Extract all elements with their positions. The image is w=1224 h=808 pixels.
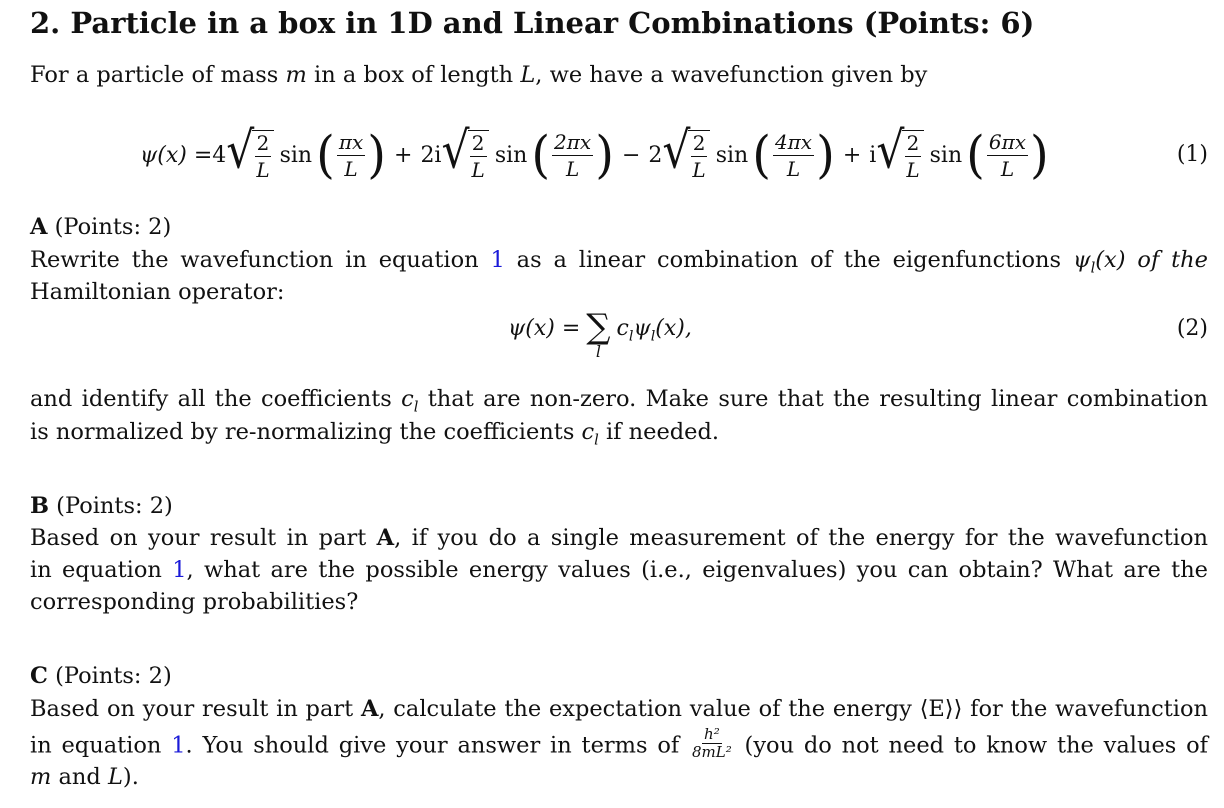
text: (you do not need to know the values of bbox=[734, 732, 1208, 759]
eq1-number: (1) bbox=[1176, 142, 1208, 167]
equation-2 bbox=[508, 307, 692, 361]
fraction-numerator: 2πx bbox=[554, 129, 592, 154]
coefficient: i bbox=[869, 142, 877, 168]
fraction-denominator: L bbox=[344, 156, 358, 181]
fraction-denominator: L bbox=[565, 156, 580, 181]
sum-symbol bbox=[586, 307, 611, 361]
part-b-line-3: corresponding probabilities? bbox=[30, 589, 359, 615]
fraction-numerator: 2 bbox=[906, 131, 920, 155]
text: in equation bbox=[30, 557, 173, 583]
fraction bbox=[904, 133, 921, 180]
radicand bbox=[902, 130, 923, 180]
function-name: sin bbox=[494, 142, 528, 168]
square-root bbox=[662, 121, 709, 182]
fraction-numerator: 2 bbox=[256, 131, 270, 155]
fraction bbox=[470, 133, 487, 180]
fraction bbox=[773, 129, 814, 181]
right-paren: ) bbox=[367, 125, 386, 185]
text: , what are the possible energy values (i.e., eigenvalues) you can obtain? What are the bbox=[186, 557, 1208, 583]
text: (x) of the bbox=[1095, 247, 1208, 273]
fraction-numerator: 2 bbox=[692, 131, 706, 155]
part-c-line-1 bbox=[30, 696, 1208, 722]
part-b-points: (Points: 2) bbox=[49, 493, 173, 519]
part-a-line-4 bbox=[30, 419, 719, 449]
eq1-term bbox=[386, 121, 614, 185]
left-paren: ( bbox=[966, 125, 985, 185]
subscript: l bbox=[1090, 259, 1096, 277]
eq2-lhs: ψ(x) = bbox=[508, 316, 581, 341]
fraction bbox=[254, 133, 271, 180]
length-symbol: L bbox=[520, 62, 536, 88]
square-root bbox=[441, 121, 488, 182]
right-paren: ) bbox=[1030, 125, 1049, 185]
radicand bbox=[688, 130, 709, 180]
psi-symbol: ψ bbox=[1072, 247, 1091, 273]
subscript: l bbox=[628, 328, 634, 345]
coefficient: 2i bbox=[420, 142, 442, 168]
operator: + bbox=[394, 142, 413, 168]
fraction bbox=[987, 129, 1028, 181]
text: . You should give your answer in terms of bbox=[185, 732, 689, 759]
operator: − bbox=[621, 142, 641, 168]
intro-text bbox=[30, 62, 927, 88]
intro-part: For a particle of mass bbox=[30, 62, 286, 88]
radical-sign: √ bbox=[662, 121, 691, 181]
fraction-numerator: 6πx bbox=[988, 129, 1027, 154]
part-c-heading bbox=[30, 663, 172, 689]
intro-part: , we have a wavefunction given by bbox=[535, 62, 928, 88]
fraction bbox=[552, 129, 593, 181]
subscript: l bbox=[413, 398, 419, 416]
part-a-label: A bbox=[30, 214, 48, 240]
eq1-term bbox=[212, 121, 386, 185]
coef-symbol: c bbox=[616, 316, 629, 341]
fraction-numerator: h² bbox=[704, 725, 720, 743]
text: , calculate the expectation value of the energy ⟨E⟩⟩ for the wavefunction bbox=[378, 696, 1208, 722]
intro-part: in a box of length bbox=[306, 62, 521, 88]
equation-ref-link[interactable]: 1 bbox=[171, 732, 186, 759]
subscript: l bbox=[594, 431, 599, 449]
radical-sign: √ bbox=[441, 121, 470, 181]
fraction-numerator: πx bbox=[338, 129, 364, 154]
problem-title: 2. Particle in a box in 1D and Linear Combinations (Points: 6) bbox=[30, 6, 1035, 40]
text: as a linear combination of the eigenfunctions bbox=[504, 247, 1073, 273]
energy-unit-fraction bbox=[692, 727, 732, 760]
fraction bbox=[690, 133, 707, 180]
left-paren: ( bbox=[531, 125, 551, 185]
square-root bbox=[226, 121, 273, 182]
coefficient: 2 bbox=[648, 142, 663, 168]
coef-symbol: c bbox=[401, 386, 414, 412]
eq2-number: (2) bbox=[1176, 316, 1208, 341]
radical-sign: √ bbox=[876, 121, 905, 181]
text: Rewrite the wavefunction in equation bbox=[30, 247, 491, 273]
part-b-heading bbox=[30, 493, 173, 519]
right-paren: ) bbox=[595, 125, 614, 185]
fraction bbox=[337, 129, 365, 181]
length-symbol: L bbox=[107, 764, 123, 790]
part-c-label: C bbox=[30, 663, 48, 689]
eq1-terms bbox=[212, 121, 1049, 185]
radicand bbox=[468, 130, 489, 180]
fraction-numerator: 2 bbox=[471, 131, 485, 155]
subscript: l bbox=[650, 328, 656, 345]
fraction-denominator: L bbox=[692, 158, 706, 182]
eq1-term bbox=[614, 121, 835, 185]
mass-symbol: m bbox=[285, 62, 307, 88]
eq2-rhs bbox=[617, 310, 692, 344]
part-c-line-3 bbox=[30, 764, 139, 790]
text: that are non-zero. Make sure that the resulting linear combination bbox=[418, 386, 1208, 412]
text: and identify all the coefficients bbox=[30, 386, 402, 412]
eq1-term bbox=[835, 121, 1049, 185]
part-a-heading bbox=[30, 214, 171, 240]
part-c-line-2 bbox=[30, 725, 1208, 763]
text: Based on your result in part bbox=[30, 525, 377, 551]
equation-ref-link[interactable]: 1 bbox=[172, 557, 187, 583]
text: in equation bbox=[30, 732, 172, 759]
fraction-numerator: 4πx bbox=[774, 129, 813, 154]
text: , if you do a single measurement of the energy for the wavefunction bbox=[394, 525, 1208, 551]
mass-symbol: m bbox=[30, 764, 52, 790]
radicand bbox=[252, 130, 273, 180]
eq1-lhs: ψ(x) = bbox=[140, 142, 213, 168]
text: ). bbox=[122, 764, 139, 790]
part-b-line-1 bbox=[30, 525, 1208, 551]
function-name: sin bbox=[279, 142, 313, 168]
right-paren: ) bbox=[816, 125, 835, 185]
part-a-line-3 bbox=[30, 386, 1208, 416]
function-name: sin bbox=[715, 142, 749, 168]
text: and bbox=[51, 764, 108, 790]
radical-sign: √ bbox=[226, 121, 255, 181]
function-name: sin bbox=[929, 142, 963, 168]
part-b-line-2 bbox=[30, 557, 1208, 583]
sigma-glyph: ∑ bbox=[586, 307, 611, 347]
left-paren: ( bbox=[752, 125, 771, 185]
part-a-line-2: Hamiltonian operator: bbox=[30, 279, 285, 305]
part-a-line-1 bbox=[30, 247, 1208, 277]
fraction-denominator: L bbox=[471, 158, 485, 182]
coefficient: 4 bbox=[212, 142, 227, 168]
square-root bbox=[876, 121, 923, 182]
equation-ref-link[interactable]: 1 bbox=[490, 247, 505, 273]
text: Based on your result in part bbox=[30, 696, 361, 722]
operator: + bbox=[842, 142, 862, 168]
equation-1 bbox=[140, 122, 1049, 188]
part-b-label: B bbox=[30, 493, 50, 519]
left-paren: ( bbox=[316, 125, 335, 185]
part-c-points: (Points: 2) bbox=[47, 663, 172, 689]
fraction-denominator: L bbox=[1000, 156, 1015, 181]
fraction-denominator: L bbox=[906, 158, 920, 182]
psi-symbol: ψ bbox=[633, 316, 651, 341]
text: is normalized by re-normalizing the coefficients bbox=[30, 419, 582, 445]
fraction-denominator: L bbox=[786, 156, 801, 181]
coef-symbol: c bbox=[581, 419, 595, 445]
text: if needed. bbox=[598, 419, 720, 445]
sum-limit: l bbox=[595, 342, 601, 361]
part-ref: A bbox=[360, 696, 379, 722]
fraction-denominator: L bbox=[256, 158, 270, 182]
eq2-end: (x), bbox=[655, 316, 692, 341]
fraction-denominator: 8mL² bbox=[692, 743, 732, 761]
part-a-points: (Points: 2) bbox=[47, 214, 172, 240]
part-ref: A bbox=[376, 525, 395, 551]
